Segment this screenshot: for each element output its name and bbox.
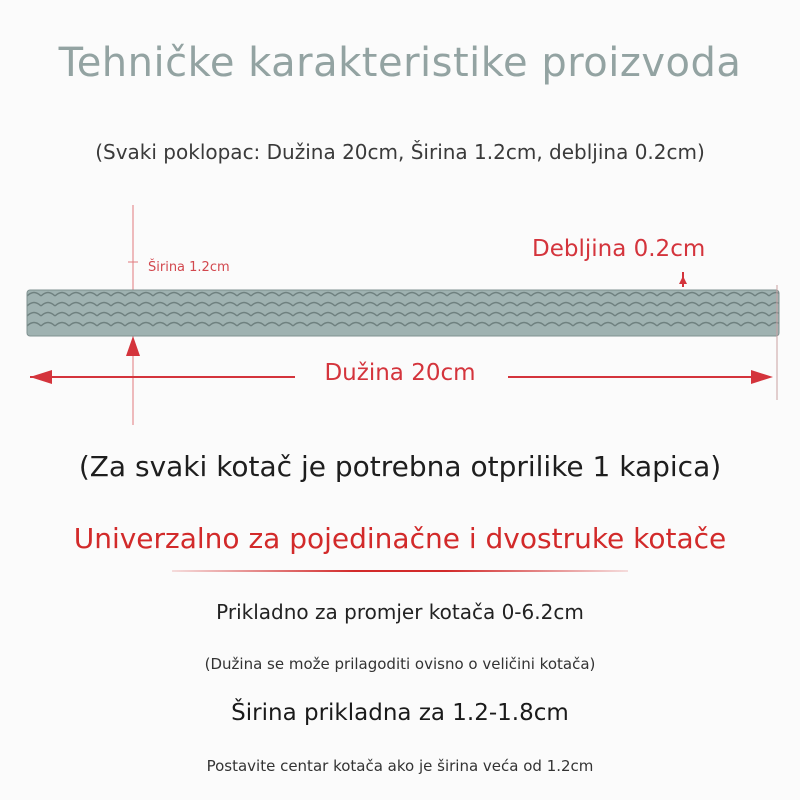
fits-note: Prikladno za promjer kotača 0-6.2cm [216,600,584,624]
per-wheel-note: (Za svaki kotač je potrebna otprilike 1 kapica) [78,450,722,483]
center-note: Postavite centar kotača ako je širina veća od 1.2cm [206,757,594,775]
universal-heading: Univerzalno za pojedinačne i dvostruke kotače [73,522,727,555]
width-fit-note: Širina prikladna za 1.2-1.8cm [231,700,569,726]
width-arrow-icon [126,336,140,356]
thickness-label: Debljina 0.2cm [532,236,706,262]
width-label: Širina 1.2cm [148,260,230,275]
adjust-note: (Dužina se može prilagoditi ovisno o veličini kotača) [204,655,596,673]
spec-subtitle: (Svaki poklopac: Dužina 20cm, Širina 1.2cm, debljina 0.2cm) [95,140,705,164]
thickness-arrow-icon [679,276,687,284]
divider [172,570,628,572]
length-label: Dužina 20cm [324,360,476,386]
page-title: Tehničke karakteristike proizvoda [58,40,742,86]
